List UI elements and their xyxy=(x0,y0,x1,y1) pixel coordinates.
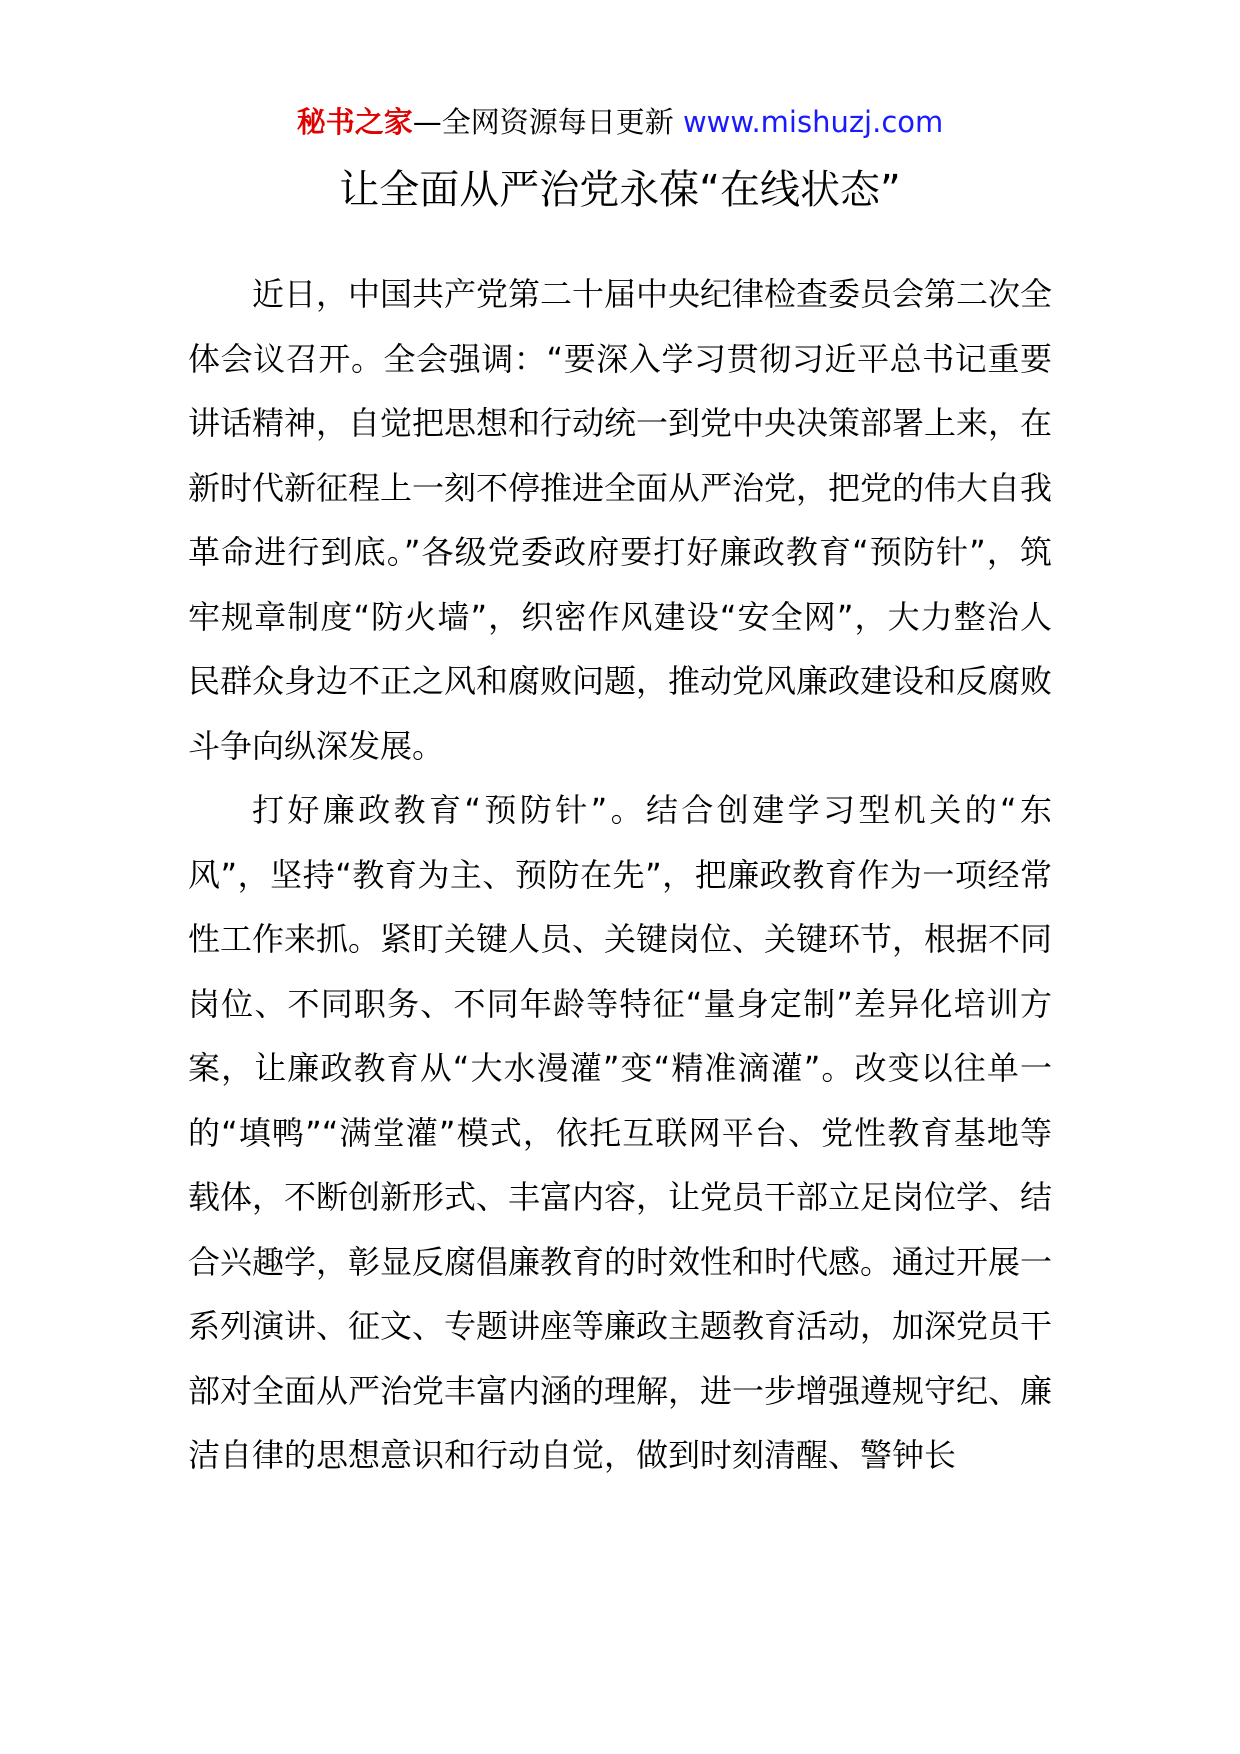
document-title: 让全面从严治党永葆“在线状态” xyxy=(339,167,901,213)
site-tagline: —全网资源每日更新 xyxy=(412,105,674,139)
site-header xyxy=(0,102,1240,142)
paragraph: 近日，中国共产党第二十届中央纪律检查委员会第二次全体会议召开。全会强调：“要深入学习贯彻习近平总书记重要讲话精神，自觉把思想和行动统一到党中央决策部署上来，在新时代新征程上一刻不停推进全面从严治党，把党的伟大自我革命进行到底。”各级党委政府要打好廉政教育“预防针”，筑牢规章制度“防火墙”，织密作风建设“安全网”，大力整治人民群众身边不正之风和腐败问题，推动党风廉政建设和反腐败斗争向纵深发展。 xyxy=(188,275,1053,765)
site-url-link[interactable]: www.mishuzj.com xyxy=(682,105,944,139)
site-brand: 秘书之家 xyxy=(296,105,413,139)
paragraph: 打好廉政教育“预防针”。结合创建学习型机关的“东风”，坚持“教育为主、预防在先”，把廉政教育作为一项经常性工作来抓。紧盯关键人员、关键岗位、关键环节，根据不同岗位、不同职务、不同年龄等特征“量身定制”差异化培训方案，让廉政教育从“大水漫灌”变“精准滴灌”。改变以往单一的“填鸭”“满堂灌”模式，依托互联网平台、党性教育基地等载体，不断创新形式、丰富内容，让党员干部立足岗位学、结合兴趣学，彰显反腐倡廉教育的时效性和时代感。通过开展一系列演讲、征文、专题讲座等廉政主题教育活动，加深党员干部对全面从严治党丰富内涵的理解，进一步增强遵规守纪、廉洁自律的思想意识和行动自觉，做到时刻清醒、警钟长 xyxy=(188,791,1053,1474)
document-body xyxy=(188,262,1052,1488)
